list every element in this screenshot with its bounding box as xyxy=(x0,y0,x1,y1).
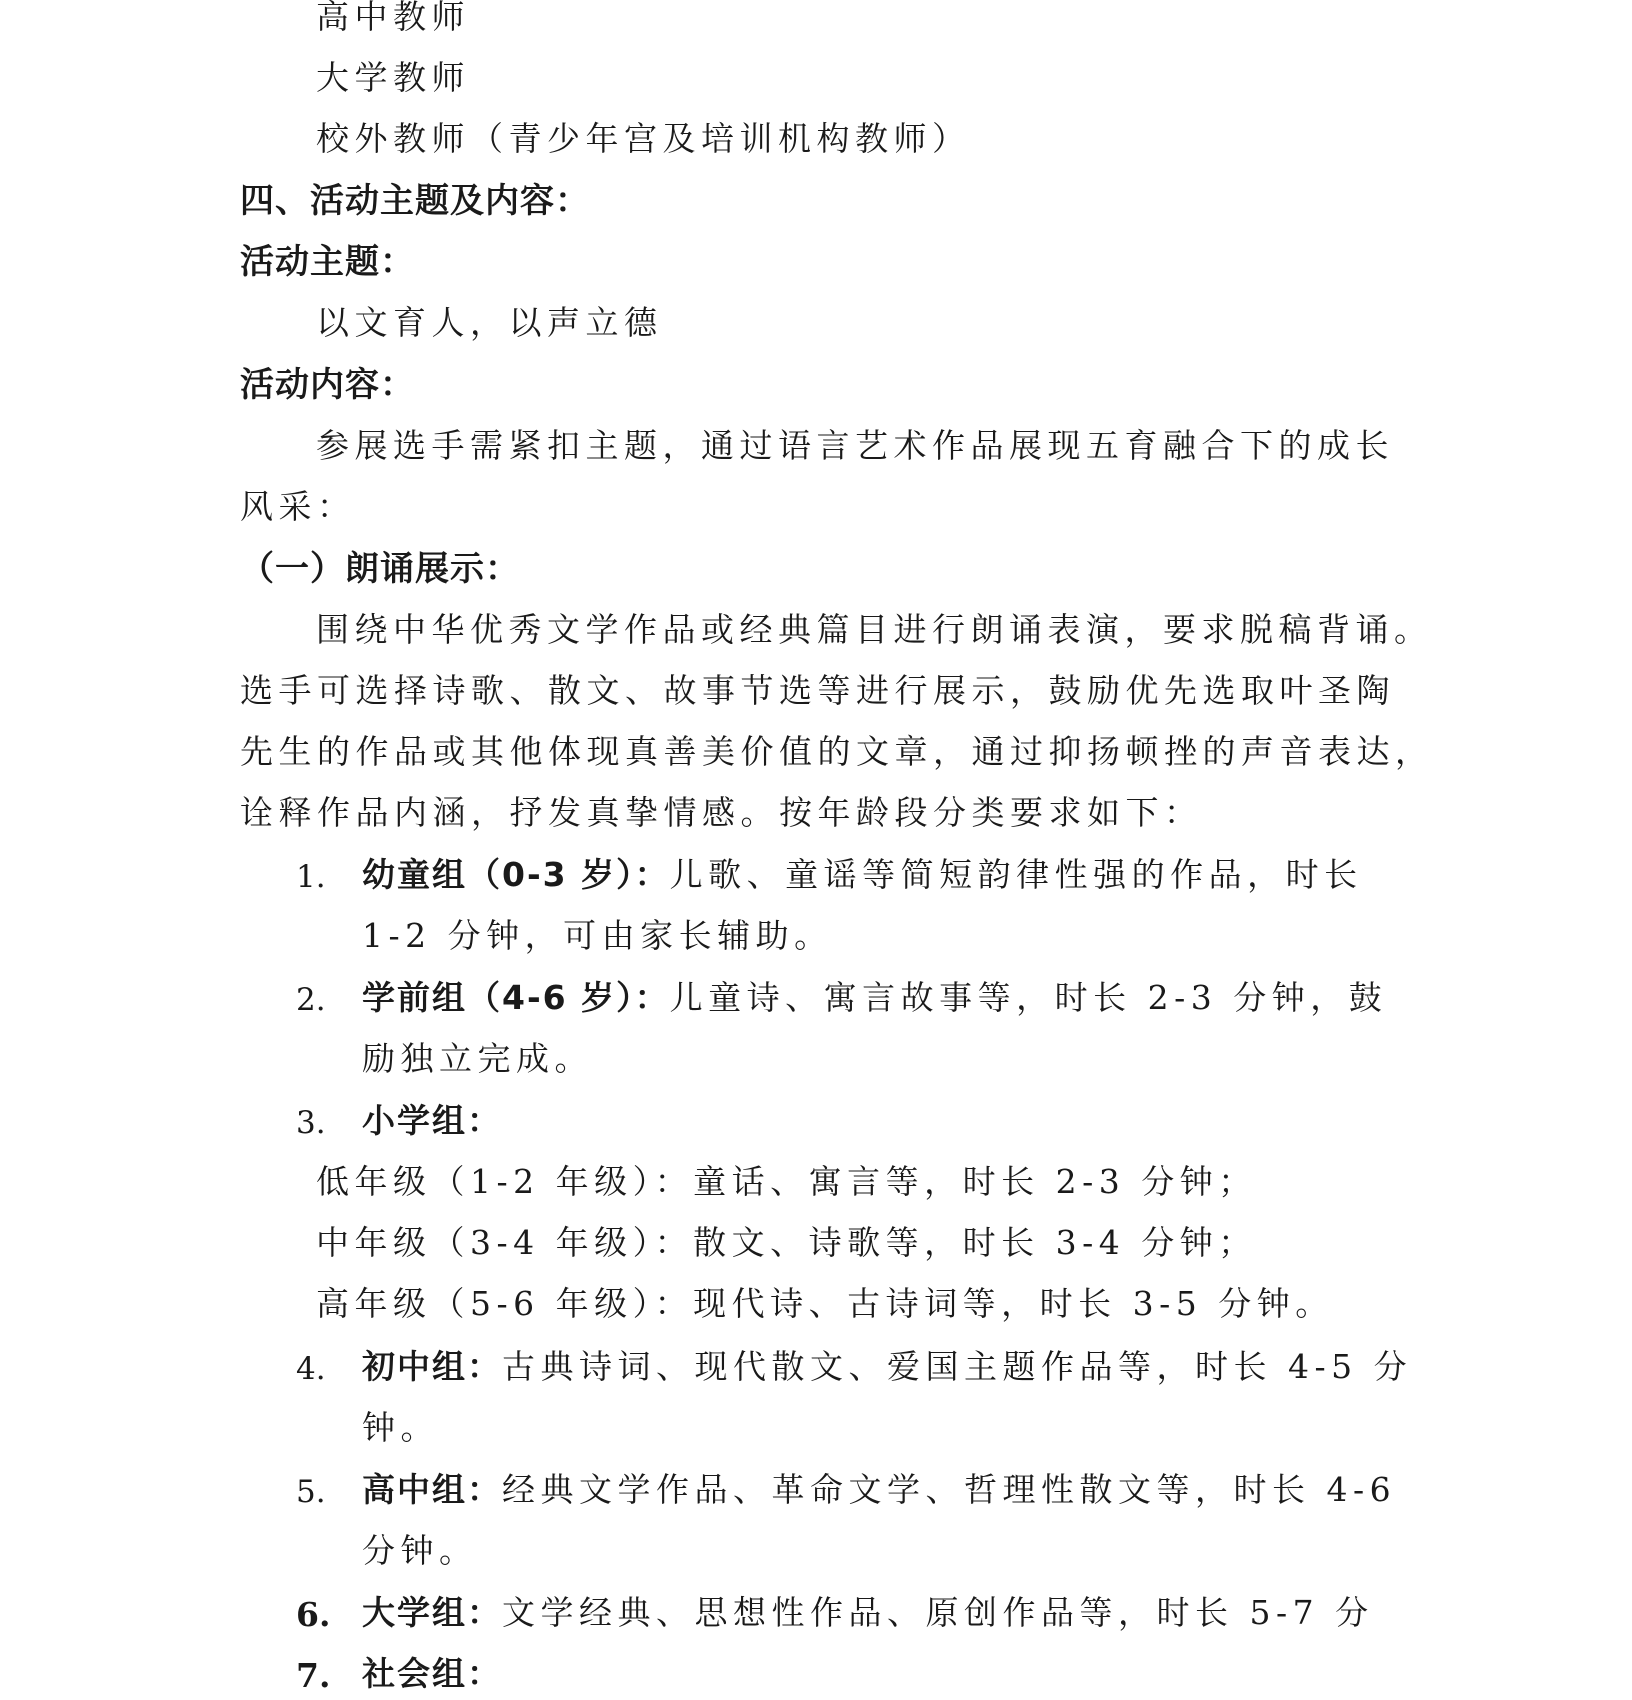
recitation-heading: （一）朗诵展示： xyxy=(240,549,520,589)
intro-line-high-school-teacher: 高中教师 xyxy=(316,0,470,36)
list-item-society xyxy=(362,1654,502,1694)
intro-line-university-teacher: 大学教师 xyxy=(316,58,470,97)
list-number: 2. xyxy=(296,982,326,1018)
list-item-label: 学前组（4-6 岁）： xyxy=(362,978,670,1017)
list-item-text: 古典诗词、现代散文、爱国主题作品等，时长 4-5 分 xyxy=(502,1347,1413,1386)
list-item-continuation: 分钟。 xyxy=(362,1531,478,1570)
content-paragraph-line-1: 参展选手需紧扣主题，通过语言艺术作品展现五育融合下的成长 xyxy=(316,426,1394,465)
list-item-label: 大学组： xyxy=(362,1593,502,1632)
list-item-continuation: 钟。 xyxy=(362,1408,439,1447)
list-item-toddler xyxy=(362,855,1363,895)
list-item-label: 初中组： xyxy=(362,1347,502,1386)
list-item-preschool xyxy=(362,978,1387,1018)
list-number: 6. xyxy=(296,1595,331,1634)
recitation-paragraph-line-3: 先生的作品或其他体现真善美价值的文章，通过抑扬顿挫的声音表达， xyxy=(240,732,1434,771)
section-heading: 四、活动主题及内容： xyxy=(240,181,590,221)
list-item-junior-high xyxy=(362,1347,1412,1387)
list-item-text: 儿歌、童谣等简短韵律性强的作品，时长 xyxy=(669,855,1363,894)
content-paragraph-line-2: 风采： xyxy=(240,487,356,526)
primary-subitem-middle: 中年级（3-4 年级）：散文、诗歌等，时长 3-4 分钟； xyxy=(316,1223,1257,1262)
content-label: 活动内容： xyxy=(240,365,415,405)
list-item-label: 小学组： xyxy=(362,1101,502,1140)
recitation-paragraph-line-1: 围绕中华优秀文学作品或经典篇目进行朗诵表演，要求脱稿背诵。 xyxy=(316,610,1433,649)
list-item-continuation: 励独立完成。 xyxy=(362,1039,593,1078)
list-number: 7. xyxy=(296,1656,331,1695)
recitation-paragraph-line-4: 诠释作品内涵，抒发真挚情感。按年龄段分类要求如下： xyxy=(240,793,1203,832)
list-number: 4. xyxy=(296,1351,326,1387)
list-item-university xyxy=(362,1593,1374,1633)
list-item-text: 文学经典、思想性作品、原创作品等，时长 5-7 分 xyxy=(502,1593,1374,1632)
list-item-continuation: 1-2 分钟，可由家长辅助。 xyxy=(362,916,833,955)
theme-label: 活动主题： xyxy=(240,242,415,282)
list-item-text: 经典文学作品、革命文学、哲理性散文等，时长 4-6 xyxy=(502,1470,1397,1509)
intro-line-external-teacher: 校外教师（青少年宫及培训机构教师） xyxy=(316,119,971,158)
primary-subitem-lower: 低年级（1-2 年级）：童话、寓言等，时长 2-3 分钟； xyxy=(316,1162,1257,1201)
list-number: 1. xyxy=(296,859,326,895)
list-item-label: 社会组： xyxy=(362,1654,502,1693)
primary-subitem-upper: 高年级（5-6 年级）：现代诗、古诗词等，时长 3-5 分钟。 xyxy=(316,1284,1334,1323)
list-item-primary xyxy=(362,1101,502,1141)
list-item-label: 幼童组（0-3 岁）： xyxy=(362,855,670,894)
list-item-label: 高中组： xyxy=(362,1470,502,1509)
list-number: 5. xyxy=(296,1474,326,1510)
list-number: 3. xyxy=(296,1105,326,1141)
recitation-paragraph-line-2: 选手可选择诗歌、散文、故事节选等进行展示，鼓励优先选取叶圣陶 xyxy=(240,671,1395,710)
list-item-senior-high xyxy=(362,1470,1396,1510)
theme-text: 以文育人，以声立德 xyxy=(316,303,663,342)
list-item-text: 儿童诗、寓言故事等，时长 2-3 分钟，鼓 xyxy=(669,978,1388,1017)
